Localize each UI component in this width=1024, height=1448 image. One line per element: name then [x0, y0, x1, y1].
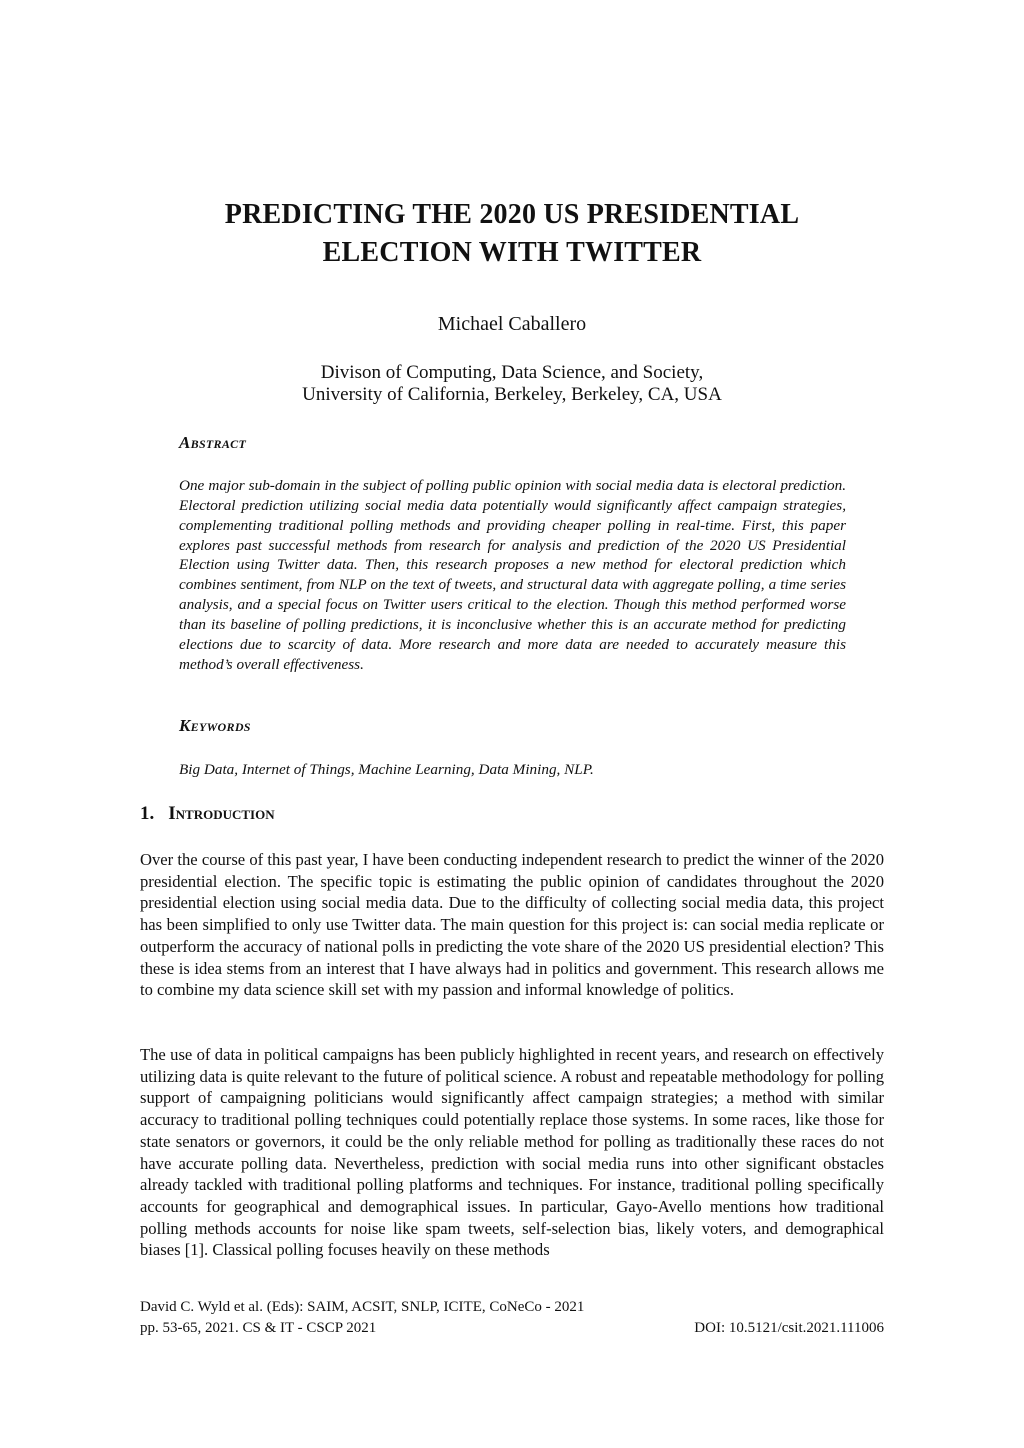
- affiliation: [0, 362, 1024, 406]
- affiliation-line-1: Divison of Computing, Data Science, and Society,: [320, 362, 704, 383]
- footer-pages: pp. 53-65, 2021. CS & IT - CSCP 2021: [140, 1320, 377, 1336]
- paper-title: [0, 196, 1024, 272]
- footer-doi: DOI: 10.5121/csit.2021.111006: [694, 1320, 884, 1336]
- section-heading-introduction: [140, 802, 275, 826]
- affiliation-line-2: University of California, Berkeley, Berkeley, CA, USA: [302, 384, 722, 405]
- keywords-text: Big Data, Internet of Things, Machine Learning, Data Mining, NLP.: [179, 761, 594, 778]
- intro-paragraph: Over the course of this past year, I have been conducting independent research to predict the winner of the 2020 presidential election. The specific topic is estimating the public opinion of candidates throughout the 2020 presidential election using social media data. Due to the difficulty of collecting social media data, this project has been simplified to only use Twitter data. The main question for this project is: can social media replicate or outperform the accuracy of national polls in predicting the vote share of the 2020 US presidential election? This these is idea stems from an interest that I have always had in politics and government. This research allows me to combine my data science skill set with my passion and informal knowledge of politics.: [140, 850, 884, 1000]
- abstract-heading: Abstract: [179, 433, 247, 452]
- intro-paragraph: The use of data in political campaigns has been publicly highlighted in recent years, and research on effectively utilizing data is quite relevant to the future of political science. A robust and repeatable methodology for polling support of campaigning politicians would significantly affect campaign strategies; a method with similar accuracy to traditional polling techniques could potentially replace those systems. In some races, like those for state senators or governors, it could be the only reliable method for polling as traditionally these races do not have accurate polling data. Nevertheless, prediction with social media runs into other significant obstacles already tackled with traditional polling platforms and techniques. For instance, traditional polling specifically accounts for geographical and demographical issues. In particular, Gayo-Avello mentions how traditional polling methods accounts for noise like spam tweets, self-selection bias, likely voters, and demographical biases [1]. Classical polling focuses heavily on these methods: [140, 1045, 884, 1260]
- section-title: Introduction: [168, 803, 275, 824]
- footer-proceedings: David C. Wyld et al. (Eds): SAIM, ACSIT, SNLP, ICITE, CoNeCo - 2021: [140, 1299, 585, 1315]
- title-line-2: ELECTION WITH TWITTER: [322, 237, 702, 268]
- abstract-text: One major sub-domain in the subject of polling public opinion with social media data is electoral prediction. Electoral prediction utilizing social media data potentially would significantly affect campaign strategies, complementing traditional polling methods and providing cheaper polling in real-time. First, this paper explores past successful methods from research for analysis and prediction of the 2020 US Presidential Election using Twitter data. Then, this research proposes a new method for electoral prediction which combines sentiment, from NLP on the text of tweets, and structural data with aggregate polling, a time series analysis, and a special focus on Twitter users critical to the election. Though this method performed worse than its baseline of polling predictions, it is inconclusive whether this is an accurate method for predicting elections due to scarcity of data. More research and more data are needed to accurately measure this method’s overall effectiveness.: [179, 477, 846, 673]
- title-line-1: PREDICTING THE 2020 US PRESIDENTIAL: [224, 199, 800, 230]
- page-footer: [140, 1297, 884, 1339]
- section-number: 1.: [140, 803, 155, 824]
- author-name: Michael Caballero: [437, 313, 587, 335]
- keywords-heading: Keywords: [179, 716, 251, 735]
